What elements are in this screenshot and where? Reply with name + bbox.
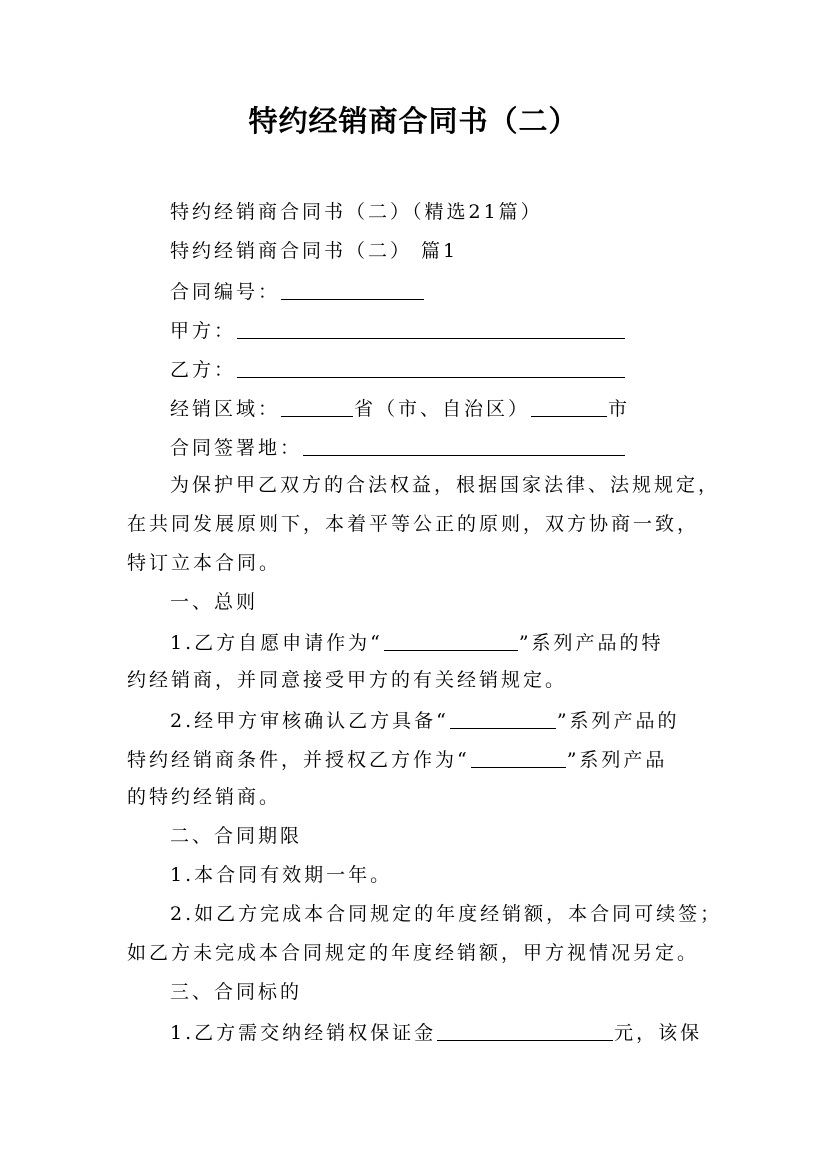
section-1-item-2-text-b: ”系列产品的 [556,710,680,732]
party-b-blank [237,357,625,378]
series-blank-1 [384,630,518,651]
preamble-line-1: 为保护甲乙双方的合法权益，根据国家法律、法规规定， [170,474,721,496]
section-2-heading: 二、合同期限 [170,825,303,847]
section-2-item-2-line-2: 如乙方未完成本合同规定的年度经销额，甲方视情况另定。 [127,942,700,964]
party-a-blank [237,318,625,339]
section-1-item-2-text-a: 2.经甲方审核确认乙方具备“ [170,710,449,732]
province-blank [281,396,353,417]
contract-no-label: 合同编号： [170,281,281,303]
document-subtitle: 特约经销商合同书（二）（精选21篇） [170,201,543,223]
section-1-item-1-text-a: 1.乙方自愿申请作为“ [170,632,383,654]
region-line [170,394,630,422]
section-1-item-1-line-1 [170,628,664,656]
section-1-item-2-line-1 [170,706,680,734]
series-blank-3 [471,747,566,768]
section-1-item-2-text-c: 特约经销商条件，并授权乙方作为“ [127,749,470,771]
sign-place-line [170,433,626,461]
region-end-text: 市 [608,398,631,420]
region-label: 经销区域： [170,398,281,420]
section-1-heading: 一、总则 [170,591,259,613]
contract-no-blank [281,279,424,300]
party-a-line [170,316,626,344]
contract-no-line [170,277,425,305]
preamble-line-2: 在共同发展原则下，本着平等公正的原则，双方协商一致， [127,513,700,535]
section-2-item-2-line-1: 2.如乙方完成本合同规定的年度经销额，本合同可续签； [170,903,723,925]
party-b-label: 乙方： [170,359,237,381]
series-blank-2 [450,708,556,729]
section-1-item-2-text-d: ”系列产品 [566,749,668,771]
party-b-line [170,355,626,383]
section-2-item-1: 1.本合同有效期一年。 [170,864,393,886]
city-blank [531,396,607,417]
sign-place-label: 合同签署地： [170,437,303,459]
section-3-heading: 三、合同标的 [170,981,303,1003]
section-1-item-2-line-2 [127,745,667,773]
section-3-item-1-line-1 [170,1018,702,1046]
section-1-item-2-line-3: 的特约经销商。 [127,786,282,808]
party-a-label: 甲方： [170,320,237,342]
region-mid-text: 省（市、自治区） [354,398,531,420]
preamble-line-3: 特订立本合同。 [127,552,282,574]
deposit-amount-blank [437,1020,613,1041]
section-1-item-1-text-b: ”系列产品的特 [518,632,664,654]
sign-place-blank [303,435,625,456]
section-1-item-1-line-2: 约经销商，并同意接受甲方的有关经销规定。 [127,669,568,691]
document-title: 特约经销商合同书（二） [248,104,579,138]
piece-heading: 特约经销商合同书（二） 篇1 [170,240,459,262]
section-3-item-1-text-a: 1.乙方需交纳经销权保证金 [170,1022,437,1044]
section-3-item-1-text-b: 元，该保 [614,1022,703,1044]
